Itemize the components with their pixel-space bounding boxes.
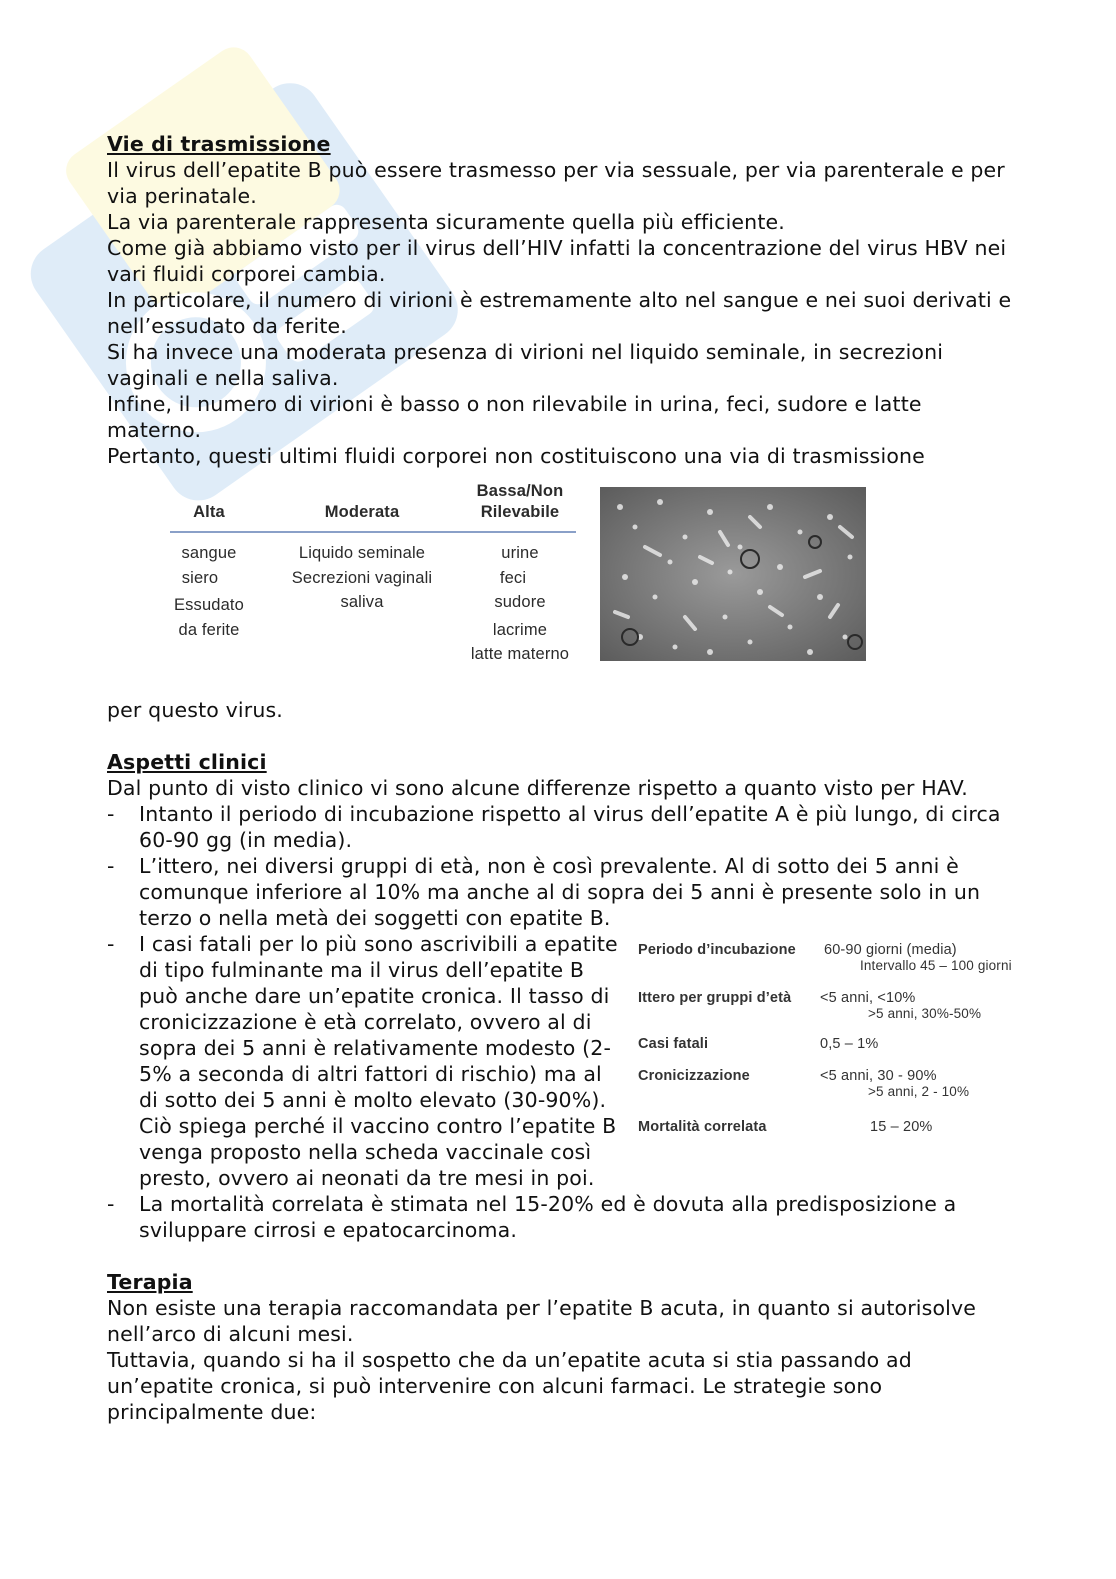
column-low	[460, 481, 580, 667]
column-header-low-line2: Rilevabile	[480, 503, 560, 521]
clinical-bullet-list	[107, 801, 1012, 1243]
list-dash: -	[107, 932, 115, 956]
list-dash: -	[107, 802, 115, 826]
clinical-label: Ittero per gruppi d’età	[638, 990, 792, 1006]
list-item	[107, 1191, 1012, 1243]
fluid-item: da ferite	[178, 620, 240, 639]
figure-row	[107, 479, 1012, 697]
paragraph: Il virus dell’epatite B può essere trasmesso per via sessuale, per via parenterale e per via perinatale.	[107, 158, 1005, 208]
clinical-subvalue: Intervallo 45 – 100 giorni	[860, 958, 1012, 973]
section-heading-transmission: Vie di trasmissione	[107, 132, 331, 156]
clinical-value: 15 – 20%	[870, 1119, 933, 1135]
paragraph: Si ha invece una moderata presenza di virioni nel liquido seminale, in secrezioni vaginali e nella saliva.	[107, 340, 944, 390]
section-heading-clinical: Aspetti clinici	[107, 750, 267, 774]
fluid-item: Secrezioni vaginali	[291, 568, 433, 587]
clinical-subvalue: >5 anni, 2 - 10%	[868, 1084, 970, 1099]
fluid-item: lacrime	[492, 620, 548, 639]
fluid-item: latte materno	[470, 645, 570, 663]
clinical-label: Mortalità correlata	[638, 1119, 767, 1135]
list-item	[107, 853, 1022, 931]
fluid-item: sudore	[494, 593, 546, 611]
fluid-item: sangue	[181, 544, 237, 562]
paragraph-continuation: per questo virus.	[107, 698, 283, 722]
fluid-item: feci	[499, 568, 527, 587]
fluid-item: urine	[501, 544, 539, 562]
clinical-label: Casi fatali	[638, 1036, 709, 1052]
list-item-text: Intanto il periodo di incubazione rispetto al virus dell’epatite A è più lungo, di circa 60-90 gg (in media).	[139, 802, 1001, 852]
list-dash: -	[107, 854, 115, 878]
clinical-value: 0,5 – 1%	[820, 1036, 879, 1052]
list-item-text: La mortalità correlata è stimata nel 15-20% ed è dovuta alla predisposizione a sviluppare cirrosi e epatocarcinoma.	[139, 1192, 957, 1242]
column-header-high: Alta	[193, 503, 225, 521]
column-high	[170, 481, 248, 642]
document-page	[107, 131, 1012, 1425]
clinical-summary-table	[638, 935, 1030, 1160]
fluid-item: Essudato	[174, 596, 244, 614]
column-header-moderate: Moderata	[324, 503, 400, 521]
fluid-item: saliva	[340, 593, 384, 611]
column-header-low-line1: Bassa/Non	[476, 482, 564, 500]
electron-micrograph-image	[600, 487, 866, 661]
clinical-value: 60-90 giorni (media)	[824, 942, 957, 958]
paragraph: Dal punto di visto clinico vi sono alcune differenze rispetto a quanto visto per HAV.	[107, 776, 968, 800]
list-item-text: L’ittero, nei diversi gruppi di età, non è così prevalente. Al di sotto dei 5 anni è comunque inferiore al 10% ma anche al di sopra dei 5 anni è presente solo in un terzo o nella metà dei soggetti con epatite B.	[139, 854, 981, 930]
clinical-label: Periodo d’incubazione	[638, 942, 796, 958]
clinical-label: Cronicizzazione	[638, 1068, 750, 1084]
table-header-rule	[170, 531, 576, 533]
paragraph: Pertanto, questi ultimi fluidi corporei non costituiscono una via di trasmissione	[107, 444, 925, 468]
column-header-low	[460, 481, 580, 523]
list-item	[107, 931, 1012, 1191]
clinical-value: <5 anni, 30 - 90%	[820, 1068, 937, 1084]
list-dash: -	[107, 1192, 115, 1216]
list-item-text: I casi fatali per lo più sono ascrivibili a epatite di tipo fulminante ma il virus dell’epatite B può anche dare un’epatite cronica. Il tasso di cronicizzazione è età correlato, ovvero al di sopra dei 5 anni è relativamente modesto (2-5% a seconda di altri fattori di rischio) ma al di sotto dei 5 anni è molto elevato (30-90%). Ciò spiega perché il vaccino contro l’epatite B venga proposto nella scheda vaccinale così presto, ovvero ai neonati da tre mesi in poi.	[139, 932, 618, 1190]
paragraph: Infine, il numero di virioni è basso o non rilevabile in urina, feci, sudore e latte materno.	[107, 392, 922, 442]
paragraph: La via parenterale rappresenta sicuramente quella più efficiente.	[107, 210, 785, 234]
column-moderate	[282, 481, 442, 615]
clinical-subvalue: >5 anni, 30%-50%	[868, 1006, 982, 1021]
clinical-value: <5 anni, <10%	[820, 990, 916, 1006]
list-item	[107, 801, 1012, 853]
section-heading-therapy: Terapia	[107, 1270, 193, 1294]
fluid-item: Liquido seminale	[298, 544, 426, 562]
paragraph: Non esiste una terapia raccomandata per l’epatite B acuta, in quanto si autorisolve nell’arco di alcuni mesi.	[107, 1296, 977, 1346]
fluid-item: siero	[181, 568, 219, 587]
fluid-concentration-table	[170, 481, 580, 691]
paragraph: Tuttavia, quando si ha il sospetto che da un’epatite acuta si stia passando ad un’epatite cronica, si può intervenire con alcuni farmaci. Le strategie sono principalmente due:	[107, 1348, 912, 1424]
paragraph: In particolare, il numero di virioni è estremamente alto nel sangue e nei suoi derivati e nell’essudato da ferite.	[107, 288, 1012, 338]
paragraph: Come già abbiamo visto per il virus dell’HIV infatti la concentrazione del virus HBV nei vari fluidi corporei cambia.	[107, 236, 1007, 286]
